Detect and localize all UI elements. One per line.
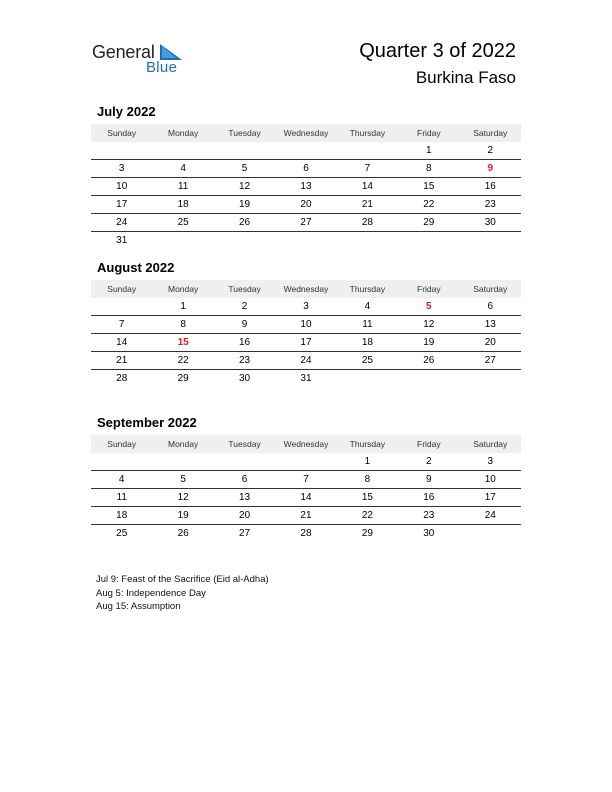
week-row <box>91 370 521 388</box>
day-cell: 18 <box>337 334 398 352</box>
day-cell: 4 <box>152 160 213 178</box>
day-cell: 22 <box>152 352 213 370</box>
day-cell: 29 <box>398 214 459 232</box>
day-cell: 10 <box>460 471 521 489</box>
day-cell: 6 <box>460 298 521 316</box>
week-row <box>91 298 521 316</box>
day-cell: 24 <box>460 507 521 525</box>
day-cell: 5 <box>214 160 275 178</box>
day-cell: 15 <box>152 334 213 352</box>
logo-general-text: General <box>92 42 155 62</box>
day-cell: 18 <box>91 507 152 525</box>
day-cell: 21 <box>337 196 398 214</box>
day-cell: 7 <box>91 316 152 334</box>
page-title: Quarter 3 of 2022 <box>359 40 516 62</box>
weekday-label: Tuesday <box>214 124 275 142</box>
day-cell: 15 <box>398 178 459 196</box>
day-cell: 20 <box>275 196 336 214</box>
logo-flag-icon <box>160 44 182 60</box>
day-cell: 24 <box>275 352 336 370</box>
day-cell: 11 <box>152 178 213 196</box>
day-cell: 29 <box>361 528 373 539</box>
day-cell: 13 <box>275 178 336 196</box>
holiday-note: Aug 5: Independence Day <box>96 587 206 599</box>
day-cell <box>91 142 152 160</box>
country-name: Burkina Faso <box>415 68 516 87</box>
day-cell: 22 <box>337 507 398 525</box>
day-cell: 10 <box>91 178 152 196</box>
month-calendar <box>91 280 521 387</box>
day-cell: 14 <box>91 334 152 352</box>
day-cell: 28 <box>337 214 398 232</box>
weekday-label: Monday <box>152 435 213 453</box>
day-cell: 7 <box>337 160 398 178</box>
weekday-label: Wednesday <box>275 124 336 142</box>
day-cell: 28 <box>116 373 128 384</box>
day-cell: 27 <box>238 528 251 539</box>
day-cell: 22 <box>398 196 459 214</box>
day-cell: 16 <box>398 489 459 507</box>
weekday-header-row <box>91 280 521 298</box>
week-row <box>91 489 521 507</box>
holiday-note: Jul 9: Feast of the Sacrifice (Eid al-Adha) <box>96 574 269 585</box>
day-cell <box>91 298 152 316</box>
day-cell: 8 <box>398 160 459 178</box>
day-cell: 18 <box>152 196 213 214</box>
week-row <box>91 334 521 352</box>
day-cell: 26 <box>398 352 459 370</box>
day-cell: 13 <box>460 316 521 334</box>
day-cell <box>214 453 275 471</box>
month-block-september <box>91 414 521 542</box>
week-row <box>91 471 521 489</box>
weekday-label: Saturday <box>460 280 521 298</box>
day-cell: 3 <box>460 453 521 471</box>
day-cell: 6 <box>214 471 275 489</box>
weekday-label: Thursday <box>337 124 398 142</box>
day-cell <box>460 370 521 388</box>
day-cell: 21 <box>275 507 336 525</box>
week-row <box>91 196 521 214</box>
week-row <box>91 453 521 471</box>
day-cell <box>460 232 521 250</box>
day-cell: 16 <box>214 334 275 352</box>
day-cell: 12 <box>152 489 213 507</box>
logo-blue-text: Blue <box>146 59 178 76</box>
day-cell <box>275 232 336 250</box>
day-cell: 30 <box>460 214 521 232</box>
day-cell: 1 <box>337 453 398 471</box>
day-cell: 14 <box>337 178 398 196</box>
day-cell: 26 <box>177 528 189 539</box>
day-cell: 2 <box>460 142 521 160</box>
weekday-label: Friday <box>398 435 459 453</box>
day-cell: 23 <box>460 196 521 214</box>
day-cell <box>275 453 336 471</box>
weekday-label: Wednesday <box>275 435 336 453</box>
day-cell <box>214 232 275 250</box>
holiday-note: Aug 15: Assumption <box>96 601 181 612</box>
week-row <box>91 352 521 370</box>
day-cell: 14 <box>275 489 336 507</box>
day-cell: 20 <box>214 507 275 525</box>
month-block-july <box>91 103 521 249</box>
month-title: August 2022 <box>97 260 175 275</box>
day-cell <box>152 142 213 160</box>
month-title: September 2022 <box>97 415 197 430</box>
day-cell <box>152 232 213 250</box>
day-cell <box>337 232 398 250</box>
holiday-notes <box>96 573 269 614</box>
day-cell: 11 <box>337 316 398 334</box>
day-cell <box>398 232 459 250</box>
weekday-label: Monday <box>152 124 213 142</box>
day-cell: 3 <box>91 160 152 178</box>
day-cell: 25 <box>337 352 398 370</box>
weekday-header-row <box>91 435 521 453</box>
day-cell: 17 <box>275 334 336 352</box>
day-cell: 4 <box>91 471 152 489</box>
day-cell: 7 <box>275 471 336 489</box>
day-cell: 24 <box>91 214 152 232</box>
weekday-label: Sunday <box>91 280 152 298</box>
day-cell: 20 <box>460 334 521 352</box>
week-row <box>91 232 521 250</box>
week-row <box>91 178 521 196</box>
month-block-august <box>91 259 521 387</box>
day-cell: 21 <box>91 352 152 370</box>
week-row <box>91 316 521 334</box>
day-cell: 23 <box>398 507 459 525</box>
day-cell: 26 <box>214 214 275 232</box>
weekday-label: Thursday <box>337 435 398 453</box>
day-cell: 6 <box>275 160 336 178</box>
month-calendar <box>91 124 521 249</box>
day-cell: 23 <box>214 352 275 370</box>
day-cell: 5 <box>398 298 459 316</box>
day-cell: 1 <box>398 142 459 160</box>
month-title: July 2022 <box>97 104 156 119</box>
weekday-label: Friday <box>398 124 459 142</box>
day-cell: 8 <box>152 316 213 334</box>
day-cell: 17 <box>460 489 521 507</box>
day-cell: 19 <box>214 196 275 214</box>
day-cell: 12 <box>398 316 459 334</box>
day-cell <box>398 370 459 388</box>
month-calendar <box>91 435 521 542</box>
weekday-label: Tuesday <box>214 435 275 453</box>
day-cell: 8 <box>337 471 398 489</box>
day-cell: 27 <box>275 214 336 232</box>
day-cell: 2 <box>214 298 275 316</box>
day-cell: 27 <box>460 352 521 370</box>
week-row <box>91 507 521 525</box>
day-cell: 3 <box>275 298 336 316</box>
day-cell: 11 <box>91 489 152 507</box>
day-cell <box>214 142 275 160</box>
day-cell <box>337 142 398 160</box>
day-cell <box>152 453 213 471</box>
day-cell <box>337 370 398 388</box>
day-cell: 5 <box>152 471 213 489</box>
day-cell: 15 <box>337 489 398 507</box>
day-cell: 10 <box>275 316 336 334</box>
weekday-label: Saturday <box>460 435 521 453</box>
day-cell: 28 <box>300 528 312 539</box>
day-cell: 29 <box>177 373 189 384</box>
day-cell: 17 <box>91 196 152 214</box>
day-cell: 2 <box>398 453 459 471</box>
day-cell: 30 <box>238 373 251 384</box>
day-cell: 9 <box>214 316 275 334</box>
weekday-label: Saturday <box>460 124 521 142</box>
week-row <box>91 160 521 178</box>
day-cell: 16 <box>460 178 521 196</box>
week-row <box>91 214 521 232</box>
day-cell: 30 <box>423 528 435 539</box>
day-cell: 13 <box>214 489 275 507</box>
week-row <box>91 142 521 160</box>
day-cell <box>460 525 521 543</box>
weekday-label: Friday <box>398 280 459 298</box>
weekday-header-row <box>91 124 521 142</box>
day-cell: 12 <box>214 178 275 196</box>
day-cell: 19 <box>398 334 459 352</box>
day-cell: 19 <box>152 507 213 525</box>
day-cell: 9 <box>460 160 521 178</box>
day-cell: 25 <box>116 528 128 539</box>
day-cell: 31 <box>116 235 128 246</box>
weekday-label: Wednesday <box>275 280 336 298</box>
weekday-label: Sunday <box>91 124 152 142</box>
weekday-label: Monday <box>152 280 213 298</box>
day-cell: 25 <box>152 214 213 232</box>
day-cell: 1 <box>152 298 213 316</box>
day-cell <box>275 142 336 160</box>
logo <box>92 40 192 80</box>
weekday-label: Sunday <box>91 435 152 453</box>
day-cell: 4 <box>337 298 398 316</box>
day-cell <box>91 453 152 471</box>
weekday-label: Thursday <box>337 280 398 298</box>
day-cell: 9 <box>398 471 459 489</box>
weekday-label: Tuesday <box>214 280 275 298</box>
day-cell: 31 <box>300 373 312 384</box>
week-row <box>91 525 521 543</box>
